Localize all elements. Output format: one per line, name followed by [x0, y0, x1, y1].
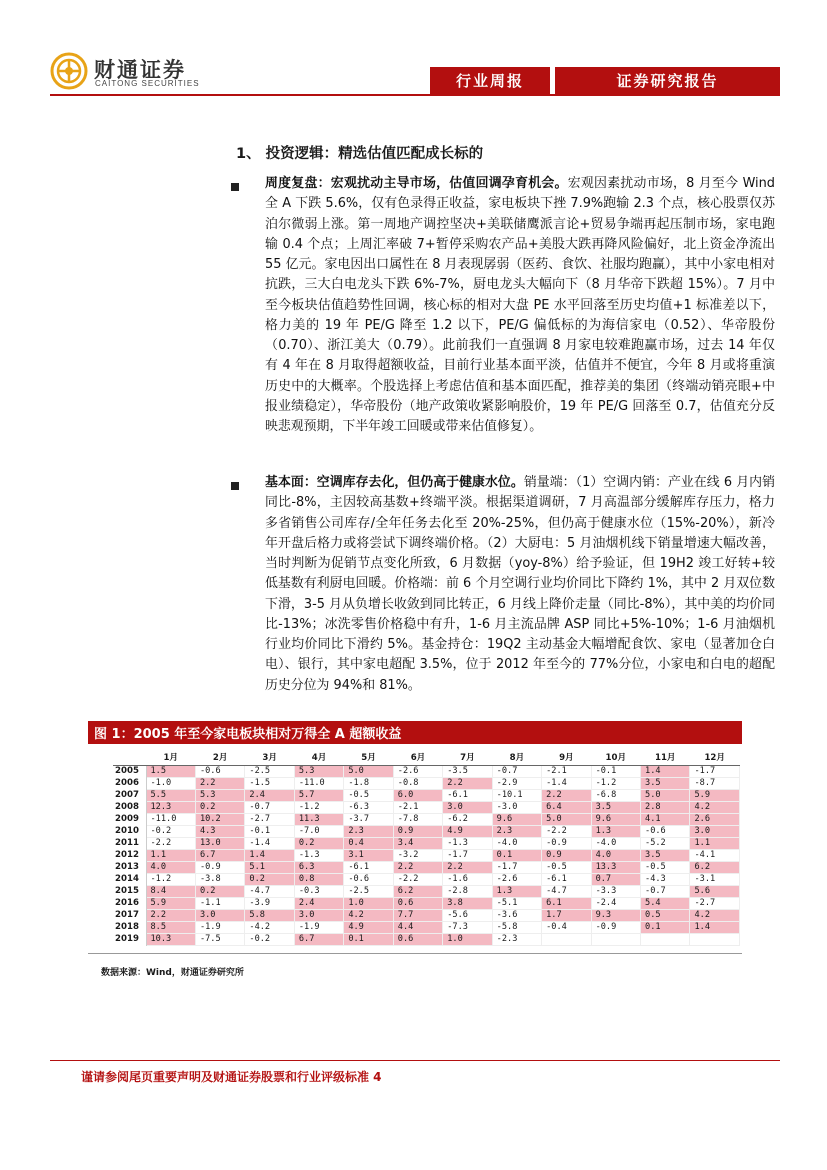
heatmap-row: [113, 933, 740, 945]
paragraph-weekly-review: [265, 174, 775, 437]
heatmap-cell: [641, 933, 690, 945]
heatmap-table: [113, 752, 740, 946]
heatmap-cell: -2.2: [146, 837, 195, 849]
heatmap-cell: 1.3: [591, 825, 640, 837]
heatmap-cell: 6.4: [542, 801, 591, 813]
heatmap-cell: -1.0: [146, 777, 195, 789]
heatmap-cell: 1.7: [542, 909, 591, 921]
heatmap-col-header: 10月: [591, 752, 640, 765]
heatmap-cell: -6.1: [443, 789, 492, 801]
heatmap-cell: 4.0: [591, 849, 640, 861]
heatmap-cell: -0.4: [542, 921, 591, 933]
coin-logo-icon: [50, 52, 88, 90]
heatmap-cell: [542, 933, 591, 945]
heatmap-cell: 10.2: [195, 813, 244, 825]
heatmap-year-label: 2014: [113, 873, 146, 885]
heatmap-col-header: 12月: [690, 752, 740, 765]
heatmap-cell: 8.5: [146, 921, 195, 933]
heatmap-year-label: 2010: [113, 825, 146, 837]
heatmap-cell: 4.9: [443, 825, 492, 837]
heatmap-cell: 5.5: [146, 789, 195, 801]
heatmap-cell: 5.9: [690, 789, 740, 801]
heatmap-cell: -8.7: [690, 777, 740, 789]
logo-name-en: CAITONG SECURITIES: [95, 79, 200, 88]
heatmap-cell: -6.8: [591, 789, 640, 801]
heatmap-cell: -5.1: [492, 897, 541, 909]
heatmap-cell: 0.1: [344, 933, 393, 945]
heatmap-cell: 0.7: [591, 873, 640, 885]
heatmap-cell: 9.3: [591, 909, 640, 921]
paragraph-lead: 基本面：空调库存去化，但仍高于健康水位。: [265, 475, 524, 490]
heatmap-cell: -7.8: [393, 813, 442, 825]
heatmap-cell: -4.0: [591, 837, 640, 849]
heatmap-cell: -2.8: [443, 885, 492, 897]
heatmap-cell: -4.1: [690, 849, 740, 861]
heatmap-cell: -7.0: [294, 825, 343, 837]
heatmap-cell: 3.0: [443, 801, 492, 813]
heatmap-cell: -11.0: [294, 777, 343, 789]
heatmap-cell: 2.4: [294, 897, 343, 909]
heatmap-cell: -2.1: [393, 801, 442, 813]
heatmap-cell: 4.9: [344, 921, 393, 933]
heatmap-cell: 0.1: [492, 849, 541, 861]
heatmap-cell: -0.2: [146, 825, 195, 837]
heatmap-cell: 5.8: [245, 909, 294, 921]
heatmap-cell: 0.8: [294, 873, 343, 885]
heatmap-row: [113, 849, 740, 861]
heatmap-cell: 10.3: [146, 933, 195, 945]
heatmap-row: [113, 765, 740, 777]
heatmap-year-label: 2009: [113, 813, 146, 825]
heatmap-cell: -0.1: [245, 825, 294, 837]
heatmap-col-header: 4月: [294, 752, 343, 765]
heatmap-cell: -4.2: [245, 921, 294, 933]
paragraph-lead: 周度复盘：宏观扰动主导市场，估值回调孕育机会。: [265, 176, 568, 191]
heatmap-cell: 2.3: [344, 825, 393, 837]
heatmap-cell: 2.4: [245, 789, 294, 801]
heatmap-cell: 2.2: [443, 861, 492, 873]
heatmap-year-label: 2006: [113, 777, 146, 789]
heatmap-cell: -3.7: [344, 813, 393, 825]
heatmap-cell: -0.2: [245, 933, 294, 945]
heatmap-cell: 7.7: [393, 909, 442, 921]
heatmap-cell: -5.2: [641, 837, 690, 849]
heatmap-cell: 3.0: [294, 909, 343, 921]
heatmap-col-header: 5月: [344, 752, 393, 765]
heatmap-cell: 1.0: [443, 933, 492, 945]
heatmap-row: [113, 885, 740, 897]
heatmap-cell: 1.1: [146, 849, 195, 861]
company-logo: [50, 52, 230, 92]
bullet-icon: [231, 482, 239, 490]
heatmap-cell: -2.2: [542, 825, 591, 837]
heatmap-year-label: 2012: [113, 849, 146, 861]
heatmap-cell: 4.0: [146, 861, 195, 873]
heatmap-cell: -5.8: [492, 921, 541, 933]
heatmap-row: [113, 921, 740, 933]
heatmap-cell: -3.2: [393, 849, 442, 861]
heatmap-cell: 0.6: [393, 933, 442, 945]
heatmap-cell: 0.5: [641, 909, 690, 921]
heatmap-cell: [591, 933, 640, 945]
heatmap-cell: 8.4: [146, 885, 195, 897]
heatmap-cell: -2.1: [542, 765, 591, 777]
heatmap-cell: 1.4: [641, 765, 690, 777]
heatmap-cell: 2.2: [393, 861, 442, 873]
heatmap-cell: -2.6: [393, 765, 442, 777]
heatmap-cell: 3.0: [195, 909, 244, 921]
heatmap-row: [113, 873, 740, 885]
heatmap-cell: -0.6: [344, 873, 393, 885]
logo-name-cn: 财通证券: [94, 58, 186, 82]
heatmap-cell: -3.8: [195, 873, 244, 885]
heatmap-cell: 5.0: [641, 789, 690, 801]
heatmap-cell: -0.7: [245, 801, 294, 813]
heatmap-cell: -1.9: [294, 921, 343, 933]
heatmap-cell: -1.8: [344, 777, 393, 789]
heatmap-row: [113, 825, 740, 837]
heatmap-cell: -2.6: [492, 873, 541, 885]
heatmap-cell: 0.9: [542, 849, 591, 861]
heatmap-cell: 5.6: [690, 885, 740, 897]
paragraph-fundamentals: [265, 473, 775, 696]
heatmap-row: [113, 813, 740, 825]
heatmap-year-label: 2008: [113, 801, 146, 813]
heatmap-cell: 6.7: [195, 849, 244, 861]
heatmap-cell: 2.3: [492, 825, 541, 837]
heatmap-cell: 6.1: [542, 897, 591, 909]
heatmap-cell: -3.6: [492, 909, 541, 921]
heatmap-cell: 6.0: [393, 789, 442, 801]
heatmap-col-header: 9月: [542, 752, 591, 765]
heatmap-cell: -2.5: [245, 765, 294, 777]
heatmap-cell: -1.3: [443, 837, 492, 849]
heatmap-cell: -1.7: [443, 849, 492, 861]
heatmap-cell: -0.7: [492, 765, 541, 777]
heatmap-cell: 0.2: [195, 801, 244, 813]
heatmap-cell: 0.1: [641, 921, 690, 933]
heatmap-cell: -0.7: [641, 885, 690, 897]
heatmap-cell: -0.9: [591, 921, 640, 933]
heatmap-cell: -1.2: [294, 801, 343, 813]
heatmap-row: [113, 777, 740, 789]
heatmap-cell: -1.7: [492, 861, 541, 873]
heatmap-cell: 9.6: [492, 813, 541, 825]
heatmap-year-label: 2013: [113, 861, 146, 873]
heatmap-cell: -4.7: [245, 885, 294, 897]
heatmap-cell: -6.1: [542, 873, 591, 885]
figure-source: 数据来源：Wind，财通证券研究所: [101, 968, 244, 978]
heatmap-col-header: 2月: [195, 752, 244, 765]
heatmap-cell: -0.6: [195, 765, 244, 777]
heatmap-year-label: 2017: [113, 909, 146, 921]
heatmap-cell: 0.6: [393, 897, 442, 909]
heatmap-cell: 5.9: [146, 897, 195, 909]
heatmap-cell: 4.1: [641, 813, 690, 825]
header-divider: [50, 94, 780, 96]
heatmap-cell: -0.5: [344, 789, 393, 801]
heatmap-cell: 3.5: [641, 777, 690, 789]
heatmap-cell: 6.3: [294, 861, 343, 873]
heatmap-cell: 5.4: [641, 897, 690, 909]
heatmap-cell: -4.3: [641, 873, 690, 885]
heatmap-cell: 5.3: [195, 789, 244, 801]
heatmap-col-header: 6月: [393, 752, 442, 765]
heatmap-cell: -1.5: [245, 777, 294, 789]
heatmap-cell: -0.3: [294, 885, 343, 897]
heatmap-cell: -4.7: [542, 885, 591, 897]
heatmap-cell: 5.3: [294, 765, 343, 777]
heatmap-cell: -3.9: [245, 897, 294, 909]
heatmap-cell: -3.1: [690, 873, 740, 885]
heatmap-cell: -0.8: [393, 777, 442, 789]
heatmap-cell: 2.8: [641, 801, 690, 813]
heatmap-col-header: 7月: [443, 752, 492, 765]
heatmap-cell: 4.3: [195, 825, 244, 837]
heatmap-cell: 4.2: [690, 801, 740, 813]
heatmap-cell: 3.5: [591, 801, 640, 813]
heatmap-cell: 9.6: [591, 813, 640, 825]
heatmap-cell: 3.1: [344, 849, 393, 861]
heatmap-cell: 2.2: [195, 777, 244, 789]
heatmap-cell: -11.0: [146, 813, 195, 825]
heatmap-cell: -1.7: [690, 765, 740, 777]
heatmap-cell: 13.3: [591, 861, 640, 873]
heatmap-corner: [113, 752, 146, 765]
heatmap-row: [113, 801, 740, 813]
heatmap-row: [113, 837, 740, 849]
heatmap-cell: -5.6: [443, 909, 492, 921]
bullet-icon: [231, 183, 239, 191]
heatmap-cell: 2.2: [542, 789, 591, 801]
heatmap-cell: 0.9: [393, 825, 442, 837]
heatmap-cell: 3.0: [690, 825, 740, 837]
heatmap-cell: 3.8: [443, 897, 492, 909]
heatmap-row: [113, 789, 740, 801]
heatmap-cell: -1.2: [146, 873, 195, 885]
heatmap-cell: -2.9: [492, 777, 541, 789]
heatmap-cell: -1.3: [294, 849, 343, 861]
heatmap-cell: -1.9: [195, 921, 244, 933]
heatmap-cell: -2.2: [393, 873, 442, 885]
heatmap-cell: -1.4: [542, 777, 591, 789]
heatmap-cell: 4.2: [690, 909, 740, 921]
heatmap-cell: 4.4: [393, 921, 442, 933]
heatmap-cell: 5.7: [294, 789, 343, 801]
heatmap-cell: -4.0: [492, 837, 541, 849]
heatmap-year-label: 2015: [113, 885, 146, 897]
heatmap-cell: -0.1: [591, 765, 640, 777]
heatmap-cell: 11.3: [294, 813, 343, 825]
heatmap-year-label: 2011: [113, 837, 146, 849]
paragraph-text: 宏观因素扰动市场，8 月至今 Wind 全 A 下跌 5.6%，仅有色录得正收益，家电板块下挫 7.9%跑输 2.3 个点，核心股票仅苏泊尔微弱上涨。第一周地产调控坚决+美联储鹰派言论+贸易争端再起压制市场，家电跑输 0.4 个点；上周汇率破 7+暂停采购农产品+美股大跌再降风险偏好，北上资金净流出 55 亿元。家电因出口属性在 8 月表现孱弱（医药、食饮、社服均跑赢），其中小家电相对抗跌，三大白电龙头下跌 6%-7%，厨电龙头大幅向下（8 月华帝下跌超 15%）。7 月中至今板块估值趋势性回调，核心标的相对大盘 PE 水平回落至历史均值+1 标准差以下，格力美的 19 年 PE/G 降至 1.2 以下，PE/G 偏低标的为海信家电（0.52）、华帝股份（0.70）、浙江美大（0.79）。此前我们一直强调 8 月家电较难跑赢市场，过去 14 年仅有 4 年在 8 月取得超额收益，目前行业基本面平淡，估值并不便宜，今年 8 月或将重演历史中的大概率。个股选择上考虑估值和基本面匹配，推荐美的集团（终端动销亮眼+中报业绩稳定），华帝股份（地产政策收紧影响股价，19 年 PE/G 回落至 0.7，估值充分反映悲观预期，下半年竣工回暖或带来估值修复）。: [265, 176, 775, 434]
heatmap-cell: -0.5: [542, 861, 591, 873]
heatmap-row: [113, 909, 740, 921]
heatmap-cell: 0.2: [294, 837, 343, 849]
heatmap-cell: 5.1: [245, 861, 294, 873]
heatmap-year-label: 2018: [113, 921, 146, 933]
heatmap-year-label: 2016: [113, 897, 146, 909]
heatmap-cell: 2.2: [146, 909, 195, 921]
heatmap-cell: -6.3: [344, 801, 393, 813]
heatmap-cell: 5.0: [344, 765, 393, 777]
figure-title: 图 1：2005 年至今家电板块相对万得全 A 超额收益: [88, 721, 742, 744]
heatmap-cell: 3.5: [641, 849, 690, 861]
heatmap-cell: -6.2: [443, 813, 492, 825]
heatmap-cell: 0.2: [245, 873, 294, 885]
heatmap-cell: -3.3: [591, 885, 640, 897]
heatmap-cell: -1.2: [591, 777, 640, 789]
heatmap-cell: -6.1: [344, 861, 393, 873]
paragraph-text: 销量端：（1）空调内销：产业在线 6 月内销同比-8%，主因较高基数+终端平淡。根据渠道调研，7 月高温部分缓解库存压力，格力多省销售公司库存/全年任务去化至 20%-25%，但仍高于健康水位（15%-20%），新冷年开盘后格力或将尝试下调终端价格。（2）大厨电：5 月油烟机线下销量增速大幅改善，当时判断为促销节点变化所致，6 月数据（yoy-8%）给予验证，但 19H2 竣工好转+较低基数有利厨电回暖。价格端：前 6 个月空调行业均价同比下降约 1%，其中 2 月双位数下滑，3-5 月从负增长收敛到同比转正，6 月线上降价走量（同比-8%），其中美的均价同比-13%；冰洗零售价格稳中有升，1-6 月主流品牌 ASP 同比+5%-10%；1-6 月油烟机行业均价同比下滑约 5%。基金持仓：19Q2 主动基金大幅增配食饮、家电（显著加仓白电）、银行，其中家电超配 3.5%，位于 2012 年至今的 77%分位，小家电和白电的超配历史分位为 94%和 81%。: [265, 475, 775, 693]
heatmap-col-header: 3月: [245, 752, 294, 765]
heatmap-cell: 2.2: [443, 777, 492, 789]
heatmap-cell: -0.6: [641, 825, 690, 837]
heatmap-cell: 4.2: [344, 909, 393, 921]
section-title: 1、 投资逻辑：精选估值匹配成长标的: [236, 146, 484, 162]
heatmap-year-label: 2019: [113, 933, 146, 945]
heatmap-col-header: 11月: [641, 752, 690, 765]
heatmap-cell: -3.0: [492, 801, 541, 813]
heatmap-col-header: 8月: [492, 752, 541, 765]
heatmap-cell: 6.2: [690, 861, 740, 873]
heatmap-cell: 6.7: [294, 933, 343, 945]
heatmap-cell: -7.5: [195, 933, 244, 945]
heatmap-cell: -1.6: [443, 873, 492, 885]
heatmap-cell: 0.4: [344, 837, 393, 849]
heatmap-cell: -0.9: [542, 837, 591, 849]
header-tab-report: 证券研究报告: [555, 67, 780, 94]
heatmap-cell: -2.5: [344, 885, 393, 897]
heatmap-cell: -10.1: [492, 789, 541, 801]
heatmap-row: [113, 861, 740, 873]
heatmap-cell: -2.3: [492, 933, 541, 945]
heatmap-cell: 5.0: [542, 813, 591, 825]
heatmap-header-row: [113, 752, 740, 765]
heatmap-col-header: 1月: [146, 752, 195, 765]
heatmap-cell: 1.4: [245, 849, 294, 861]
heatmap-cell: 1.5: [146, 765, 195, 777]
heatmap-cell: 6.2: [393, 885, 442, 897]
heatmap-cell: -0.9: [195, 861, 244, 873]
footer-divider: [50, 1060, 780, 1061]
heatmap-cell: -2.7: [690, 897, 740, 909]
heatmap-cell: 1.1: [690, 837, 740, 849]
heatmap-cell: 1.4: [690, 921, 740, 933]
heatmap-cell: -1.4: [245, 837, 294, 849]
heatmap-cell: [690, 933, 740, 945]
heatmap-cell: 2.6: [690, 813, 740, 825]
heatmap-cell: 1.3: [492, 885, 541, 897]
heatmap-cell: -7.3: [443, 921, 492, 933]
heatmap-cell: -2.4: [591, 897, 640, 909]
heatmap-row: [113, 897, 740, 909]
heatmap-cell: -2.7: [245, 813, 294, 825]
heatmap-cell: -1.1: [195, 897, 244, 909]
heatmap-cell: -0.5: [641, 861, 690, 873]
heatmap-cell: 0.2: [195, 885, 244, 897]
footer-disclaimer: 谨请参阅尾页重要声明及财通证券股票和行业评级标准 4: [81, 1070, 382, 1084]
heatmap-cell: -3.5: [443, 765, 492, 777]
header-tab-weekly: 行业周报: [430, 67, 550, 94]
heatmap-year-label: 2007: [113, 789, 146, 801]
heatmap-cell: 12.3: [146, 801, 195, 813]
heatmap-cell: 3.4: [393, 837, 442, 849]
heatmap-year-label: 2005: [113, 765, 146, 777]
heatmap-cell: 1.0: [344, 897, 393, 909]
heatmap-cell: 13.0: [195, 837, 244, 849]
